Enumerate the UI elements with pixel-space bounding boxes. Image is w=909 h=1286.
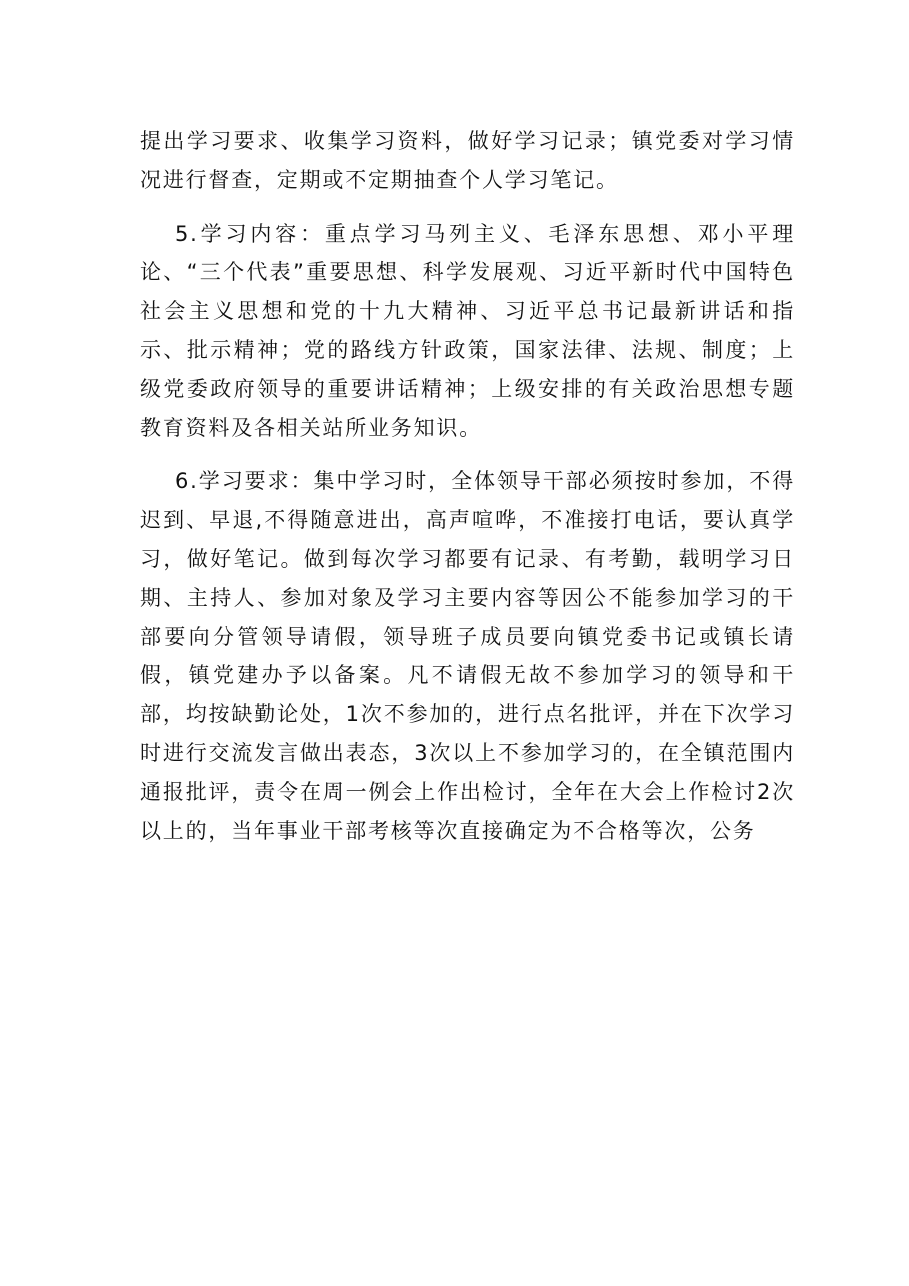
paragraph-study-requirements: 6.学习要求：集中学习时，全体领导干部必须按时参加，不得迟到、早退,不得随意进出，高声喧哗，不准接打电话，要认真学习，做好笔记。做到每次学习都要有记录、有考勤，载明学习日期、主持人、参加对象及学习主要内容等因公不能参加学习的干部要向分管领导请假，领导班子成员要向镇党委书记或镇长请假，镇党建办予以备案。凡不请假无故不参加学习的领导和干部，均按缺勤论处，1次不参加的，进行点名批评，并在下次学习时进行交流发言做出表态，3次以上不参加学习的，在全镇范围内通报批评，责令在周一例会上作出检讨，全年在大会上作检讨2次以上的，当年事业干部考核等次直接确定为不合格等次，公务 (140, 469, 795, 843)
paragraph-continuation: 提出学习要求、收集学习资料，做好学习记录；镇党委对学习情况进行督查，定期或不定期抽查个人学习笔记。 (140, 129, 795, 192)
document-body (140, 122, 795, 850)
paragraph-study-content: 5.学习内容：重点学习马列主义、毛泽东思想、邓小平理论、“三个代表”重要思想、科学发展观、习近平新时代中国特色社会主义思想和党的十九大精神、习近平总书记最新讲话和指示、批示精神；党的路线方针政策，国家法律、法规、制度；上级党委政府领导的重要讲话精神；上级安排的有关政治思想专题教育资料及各相关站所业务知识。 (140, 221, 795, 440)
